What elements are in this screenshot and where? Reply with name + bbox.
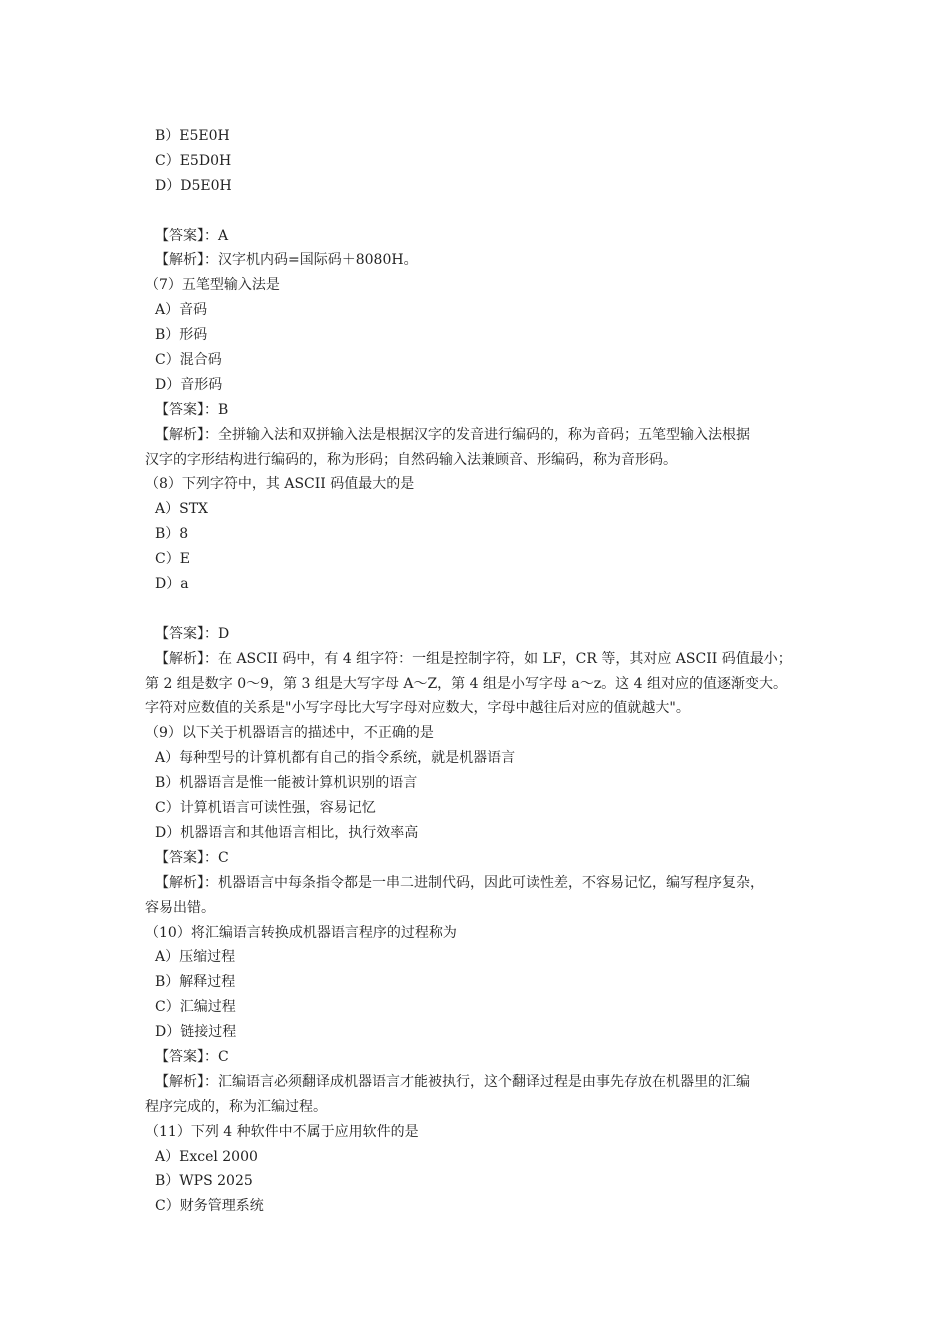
text-line: 汉字的字形结构进行编码的，称为形码；自然码输入法兼顾音、形编码，称为音形码。 [145,451,677,468]
text-line: 【解析】：汇编语言必须翻译成机器语言才能被执行，这个翻译过程是由事先存放在机器里的汇编 [155,1073,750,1090]
text-line: C）E5D0H [155,152,232,169]
text-line: C）E [155,551,190,568]
blank-line [145,199,825,224]
blank-line [145,597,825,622]
text-line: A）压缩过程 [155,949,236,966]
text-line: C）财务管理系统 [155,1198,264,1215]
text-line: B）8 [155,526,189,543]
text-line: （8）下列字符中，其 ASCII 码值最大的是 [145,476,415,493]
text-line: A）每种型号的计算机都有自己的指令系统，就是机器语言 [155,750,516,767]
text-line: 【解析】：机器语言中每条指令都是一串二进制代码，因此可读性差，不容易记忆，编写程序复杂， [155,874,764,891]
text-line: A）音码 [155,302,208,319]
text-line: D）机器语言和其他语言相比，执行效率高 [155,824,419,841]
text-line: B）WPS 2025 [155,1173,253,1190]
text-line: 程序完成的，称为汇编过程。 [145,1098,327,1115]
text-line: D）a [155,576,189,593]
text-line: 【答案】：B [155,401,229,418]
text-line: 【答案】：C [155,849,229,866]
text-line: 【解析】：在 ASCII 码中，有 4 组字符：一组是控制字符，如 LF，CR 等，其对应 ASCII 码值最小； [155,650,792,667]
text-line: B）解释过程 [155,974,236,991]
text-line: （9）以下关于机器语言的描述中，不正确的是 [145,725,434,742]
text-line: 容易出错。 [145,899,215,916]
text-line: C）汇编过程 [155,999,236,1016]
text-line: A）Excel 2000 [155,1148,258,1165]
text-line: 【答案】：D [155,625,230,642]
text-line: 字符对应数值的关系是"小写字母比大写字母对应数大，字母中越往后对应的值就越大"。 [145,700,690,717]
text-line: D）D5E0H [155,177,232,194]
text-line: 【答案】：C [155,1048,229,1065]
text-line: 【解析】：汉字机内码=国际码＋8080H。 [155,252,418,269]
text-line: C）计算机语言可读性强，容易记忆 [155,800,376,817]
text-line: D）音形码 [155,376,223,393]
text-line: （10）将汇编语言转换成机器语言程序的过程称为 [145,924,457,941]
text-line: （7）五笔型输入法是 [145,277,280,294]
text-line: 【解析】：全拼输入法和双拼输入法是根据汉字的发音进行编码的，称为音码；五笔型输入法根据 [155,426,750,443]
text-line: 第 2 组是数字 0～9，第 3 组是大写字母 A～Z，第 4 组是小写字母 a～z。这 4 组对应的值逐渐变大。 [145,675,787,692]
document-page [145,124,825,1219]
text-line: D）链接过程 [155,1024,237,1041]
text-line: B）形码 [155,327,208,344]
text-line: A）STX [155,501,209,518]
text-line: C）混合码 [155,352,222,369]
text-line: 【答案】：A [155,227,229,244]
text-line: B）E5E0H [155,128,230,144]
text-line: （11）下列 4 种软件中不属于应用软件的是 [145,1123,419,1140]
text-line: B）机器语言是惟一能被计算机识别的语言 [155,775,418,792]
